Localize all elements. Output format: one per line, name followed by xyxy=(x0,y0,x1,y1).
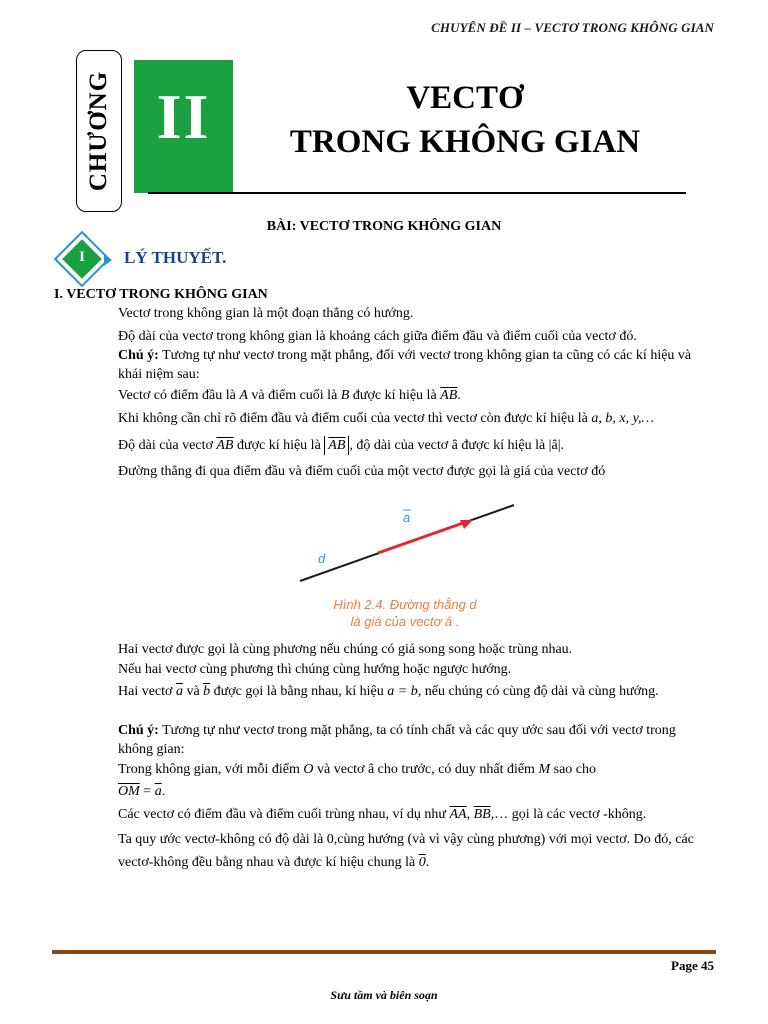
math-equation: a = b xyxy=(387,684,418,699)
lesson-title: BÀI: VECTƠ TRONG KHÔNG GIAN xyxy=(266,219,502,234)
figure-caption-line2: là giá của vectơ ȃ . xyxy=(350,614,460,629)
chapter-divider xyxy=(148,192,686,194)
line-d-label: d xyxy=(318,551,326,566)
math-vector-ab: $\overline{AB}$ xyxy=(440,388,458,403)
subsection-heading: I. VECTƠ TRONG KHÔNG GIAN xyxy=(54,287,268,302)
text-span: . xyxy=(161,784,166,799)
text-span: Các vectơ có điểm đầu và điểm cuối trùng nhau, ví dụ như xyxy=(118,807,450,822)
footer-credit: Sưu tầm và biên soạn xyxy=(330,988,438,1002)
chapter-label-box xyxy=(76,50,122,212)
math-zero-vector: 0 xyxy=(418,855,426,870)
chapter-title-line2: TRONG KHÔNG GIAN xyxy=(289,124,641,160)
section-badge xyxy=(54,237,116,283)
paragraph-zero-vector xyxy=(118,805,714,824)
math-vector-aa: $\overline{AA}$ xyxy=(449,807,467,822)
math-vector-list: a, b, x, y,… xyxy=(591,411,654,426)
chapter-number: II xyxy=(156,81,211,152)
text-span: được kí hiệu là xyxy=(233,438,325,453)
text-span: được gọi là bằng nhau, kí hiệu xyxy=(210,684,388,699)
paragraph-notation-ab xyxy=(118,386,714,405)
note-label: Chú ý: xyxy=(118,723,159,738)
paragraph-length-notation xyxy=(118,436,714,455)
figure-caption xyxy=(300,596,510,630)
paragraph-length: Độ dài của vectơ trong không gian là khoảng cách giữa điểm đầu và điểm cuối của vectơ đó. xyxy=(118,329,637,344)
math-point-o: O xyxy=(303,762,314,777)
text-span: và điểm cuối là xyxy=(247,388,341,403)
paragraph-collinear: Hai vectơ được gọi là cùng phương nếu chúng có giá song song hoặc trùng nhau. xyxy=(118,642,573,657)
text-span: . xyxy=(457,388,461,403)
text-span: = xyxy=(139,784,155,799)
text-span: , nếu chúng có cùng độ dài và cùng hướng. xyxy=(417,684,659,699)
note-label: Chú ý: xyxy=(118,348,159,363)
paragraph-om-equation xyxy=(118,782,714,801)
text-span: , độ dài của vectơ ȃ được kí hiệu là |ȃ|. xyxy=(349,438,564,453)
section-title: LÝ THUYẾT. xyxy=(124,248,227,267)
text-span: được kí hiệu là xyxy=(349,388,441,403)
math-vector-a: $\overline{a}$ xyxy=(154,784,162,799)
footer-divider xyxy=(52,950,716,954)
text-span: ,… gọi là các vectơ -không. xyxy=(490,807,647,822)
math-vector-ab: $\overline{AB}$ xyxy=(216,438,234,453)
note-text: Tương tự như vectơ trong mặt phẳng, đối với vectơ trong không gian ta cũng có các kí hiệu và khái niệm sau: xyxy=(118,348,692,382)
text-span: Độ dài của vectơ xyxy=(118,438,217,453)
vector-a-shaft xyxy=(378,522,466,553)
page-number: Page 45 xyxy=(671,958,714,973)
paragraph-note-2 xyxy=(118,721,714,759)
text-span: Vectơ có điểm đầu là xyxy=(118,388,240,403)
paragraph-direction: Nếu hai vectơ cùng phương thì chúng cùng hướng hoặc ngược hướng. xyxy=(118,662,512,677)
paragraph-definition: Vectơ trong không gian là một đoạn thẳng có hướng. xyxy=(118,306,414,321)
paragraph-equal-vectors xyxy=(118,682,714,701)
figure-caption-line1: Hình 2.4. Đường thẳng d xyxy=(333,597,477,612)
note-text: Tương tự như vectơ trong mặt phẳng, ta có tính chất và các quy ước sau đối với vectơ trong không gian: xyxy=(118,723,676,757)
math-point-a: A xyxy=(239,388,248,403)
vector-a-label: a xyxy=(403,510,411,525)
math-vector-bb: $\overline{BB}$ xyxy=(473,807,491,822)
paragraph-zero-convention xyxy=(118,828,714,874)
chapter-title-line1: VECTƠ xyxy=(406,80,524,116)
text-span: và xyxy=(182,684,204,699)
math-point-m: M xyxy=(538,762,551,777)
text-span: , xyxy=(466,807,474,822)
chapter-label: CHƯƠNG xyxy=(85,70,112,192)
arrow-right-icon xyxy=(104,254,112,266)
paragraph-note-1 xyxy=(118,346,714,384)
running-header: CHUYÊN ĐỀ II – VECTƠ TRONG KHÔNG GIAN xyxy=(431,20,714,35)
text-span: Trong không gian, với mỗi điểm xyxy=(118,762,304,777)
math-vector-om: $\overline{OM}$ xyxy=(118,784,140,799)
paragraph-unique-point xyxy=(118,760,714,779)
math-vector-ab: $\overline{AB}$ xyxy=(328,438,346,453)
text-span: . xyxy=(425,855,430,870)
math-abs-ab xyxy=(324,436,349,455)
text-span: Khi không cần chỉ rõ điểm đầu và điểm cuối của vectơ thì vectơ còn được kí hiệu là xyxy=(118,411,592,426)
text-span: Ta quy ước vectơ-không có độ dài là 0,cùng hướng (và vì vậy cùng phương) với mọi vectơ. Do đó, các vectơ-không đều bằng nhau và được kí hiệu chung là xyxy=(118,832,694,870)
text-span: Hai vectơ xyxy=(118,684,176,699)
paragraph-support-line: Đường thẳng đi qua điểm đầu và điểm cuối của một vectơ được gọi là giá của vectơ đó xyxy=(118,464,606,479)
math-vector-a: $\overline{a}$ xyxy=(175,684,183,699)
section-number: I xyxy=(79,249,85,265)
chapter-number-box xyxy=(134,60,233,193)
text-span: sao cho xyxy=(550,762,597,777)
math-point-b: B xyxy=(340,388,350,403)
math-vector-b: $\overline{b}$ xyxy=(203,684,211,699)
paragraph-notation-letters xyxy=(118,409,714,428)
text-span: và vectơ ȃ cho trước, có duy nhất điểm xyxy=(313,762,539,777)
